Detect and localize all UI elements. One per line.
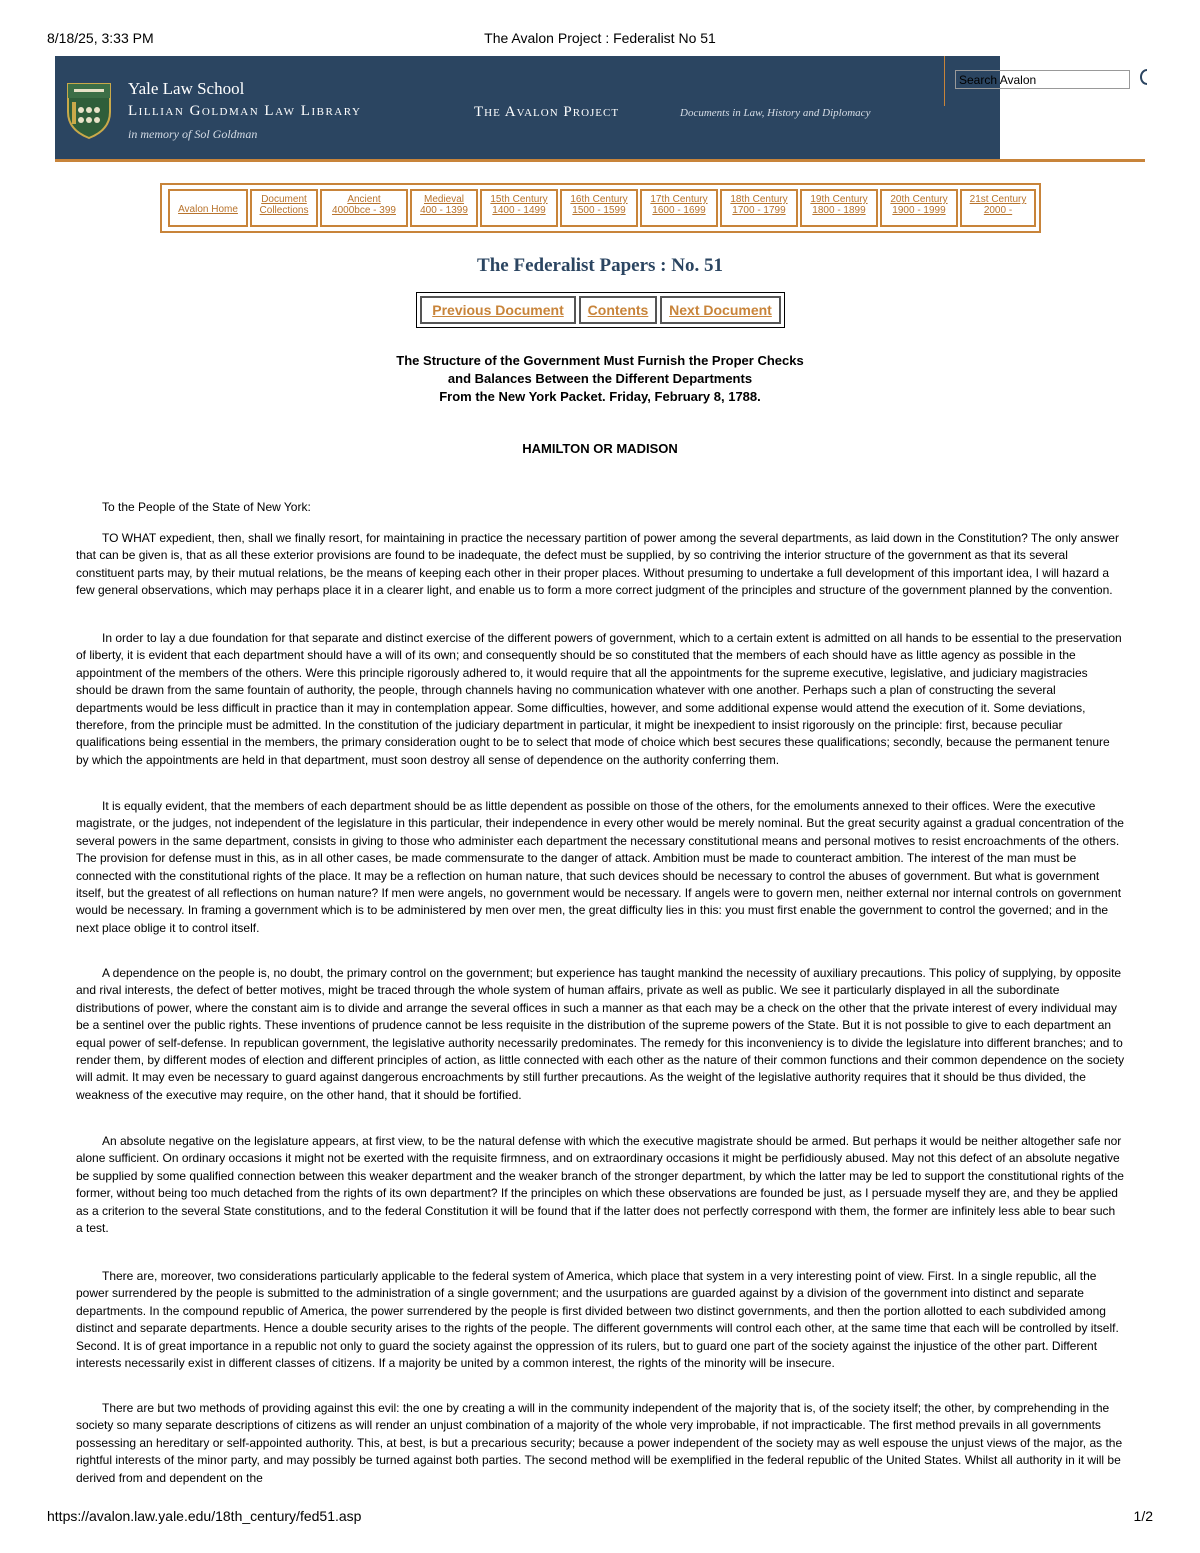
nav-15th-century[interactable]: 15th Century 1400 - 1499 xyxy=(480,189,558,227)
subtitle-line-1: The Structure of the Government Must Furnish the Proper Checks xyxy=(396,353,804,368)
banner-rule xyxy=(55,159,1145,162)
paragraph-4: A dependence on the people is, no doubt, the primary control on the government; but experience has taught mankind the necessity of auxiliary precautions. This policy of supplying, by opposite and rival interests, the defect of better motives, might be traced through the whole system of human affairs, private as well as public. We see it particularly displayed in all the subordinate distributions of power, where the constant aim is to divide and arrange the several offices in such a manner as that each may be a check on the other that the private interest of every individual may be a sentinel over the public rights. These inventions of prudence cannot be less requisite in the distribution of the supreme powers of the State. But it is not possible to give to each department an equal power of self-defense. In republican government, the legislative authority necessarily predominates. The remedy for this inconveniency is to divide the legislature into different branches; and to render them, by different modes of election and different principles of action, as little connected with each other as the nature of their common functions and their common dependence on the society will admit. It may even be necessary to guard against dangerous encroachments by still further precautions. As the weight of the legislative authority requires that it should be thus divided, the weakness of the executive may require, on the other hand, that it should be fortified. xyxy=(76,966,1125,1102)
search-divider xyxy=(944,56,945,106)
print-footer xyxy=(47,1508,1153,1526)
nav-20th-century[interactable]: 20th Century 1900 - 1999 xyxy=(880,189,958,227)
school-name: Yale Law School xyxy=(128,79,245,98)
nav-avalon-home[interactable]: Avalon Home xyxy=(168,189,248,227)
print-url: https://avalon.law.yale.edu/18th_century/fed51.asp xyxy=(47,1508,362,1524)
yale-shield-icon xyxy=(66,82,112,140)
author: HAMILTON OR MADISON xyxy=(522,441,678,456)
nav-19th-century[interactable]: 19th Century 1800 - 1899 xyxy=(800,189,878,227)
subtitle-line-3: From the New York Packet. Friday, February 8, 1788. xyxy=(439,389,761,404)
library-name: Lillian Goldman Law Library xyxy=(128,103,362,119)
subtitle-line-2: and Balances Between the Different Departments xyxy=(447,371,753,386)
nav-17th-century[interactable]: 17th Century 1600 - 1699 xyxy=(640,189,718,227)
paragraph-3: It is equally evident, that the members of each department should be as little dependent as possible on those of the others, for the emoluments annexed to their offices. Were the executive magistrate, or the judges, not independent of the legislature in this particular, their independence in every other would be merely nominal. But the great security against a gradual concentration of the several powers in the same department, consists in giving to those who administer each department the necessary constitutional means and personal motives to resist encroachments of the others. The provision for defense must in this, as in all other cases, be made commensurate to the danger of attack. Ambition must be made to counteract ambition. The interest of the man must be connected with the constitutional rights of the place. It may be a reflection on human nature, that such devices should be necessary to control the abuses of government. But what is government itself, but the greatest of all reflections on human nature? If men were angels, no government would be necessary. If angels were to govern men, neither external nor internal controls on government would be necessary. In framing a government which is to be administered by men over men, the great difficulty lies in this: you must first enable the government to control the governed; and in the next place oblige it to control itself. xyxy=(76,799,1124,935)
nav-16th-century[interactable]: 16th Century 1500 - 1599 xyxy=(560,189,638,227)
paragraph-7: There are but two methods of providing against this evil: the one by creating a will in the community independent of the majority that is, of the society itself; the other, by comprehending in the society so many separate descriptions of citizens as will render an unjust combination of a majority of the whole very improbable, if not impracticable. The first method prevails in all governments possessing an hereditary or self-appointed authority. This, at best, is but a precarious security; because a power independent of the society may as well espouse the unjust views of the major, as the rightful interests of the minor party, and may possibly be turned against both parties. The second method will be exemplified in the federal republic of the United States. Whilst all authority in it will be derived from and dependent on the xyxy=(76,1401,1123,1485)
document-navigation xyxy=(416,292,785,328)
paragraph-2: In order to lay a due foundation for that separate and distinct exercise of the different powers of government, which to a certain extent is admitted on all hands to be essential to the preservation of liberty, it is evident that each department should have a will of its own; and consequently should be so constituted that the members of each should have as little agency as possible in the appointment of the members of the others. Were this principle rigorously adhered to, it would require that all the appointments for the supreme executive, legislative, and judiciary magistracies should be drawn from the same fountain of authority, the people, through channels having no communication whatever with one another. Perhaps such a plan of constructing the several departments would be less difficult in practice than it may in contemplation appear. Some difficulties, however, and some additional expense would attend the execution of it. Some deviations, therefore, from the principle must be admitted. In the constitution of the judiciary department in particular, it might be inexpedient to insist rigorously on the principle: first, because peculiar qualifications being essential in the members, the primary consideration ought to be to select that mode of choice which best secures these qualifications; secondly, because the permanent tenure by which the appointments are held in that department, must soon destroy all sense of dependence on the authority conferring them. xyxy=(76,631,1122,767)
project-name[interactable]: The Avalon Project xyxy=(474,104,620,120)
print-title: The Avalon Project : Federalist No 51 xyxy=(484,30,716,46)
paragraph-6: There are, moreover, two considerations particularly applicable to the federal system of America, which place that system in a very interesting point of view. First. In a single republic, all the power surrendered by the people is submitted to the administration of a single government; and the usurpations are guarded against by a division of the government into distinct and separate departments. In the compound republic of America, the power surrendered by the people is first divided between two distinct governments, and then the portion allotted to each subdivided among distinct and separate departments. Hence a double security arises to the rights of the people. The different governments will control each other, at the same time that each will be controlled by itself. Second. It is of great importance in a republic not only to guard the society against the oppression of its rulers, but to guard one part of the society against the injustice of the other part. Different interests necessarily exist in different classes of citizens. If a majority be united by a common interest, the rights of the minority will be insecure. xyxy=(76,1269,1119,1371)
era-navigation xyxy=(160,183,1041,233)
salutation: To the People of the State of New York: xyxy=(102,500,311,514)
print-date: 8/18/25, 3:33 PM xyxy=(47,30,154,46)
next-document-link[interactable]: Next Document xyxy=(660,296,781,324)
paragraph-5: An absolute negative on the legislature appears, at first view, to be the natural defense with which the executive magistrate should be armed. But perhaps it would be neither altogether safe nor alone sufficient. On ordinary occasions it might not be exerted with the requisite firmness, and on extraordinary occasions it might be perfidiously abused. May not this defect of an absolute negative be supplied by some qualified connection between this weaker department and the weaker branch of the stronger department, by which the latter may be led to support the constitutional rights of the former, without being too much detached from the rights of its own department? If the principles on which these observations are founded be just, as I persuade myself they are, and they be applied as a criterion to the several State constitutions, and to the federal Constitution it will be found that if the latter does not perfectly correspond with them, the former are infinitely less able to bear such a test. xyxy=(76,1134,1124,1236)
memorial-line: in memory of Sol Goldman xyxy=(128,127,258,141)
contents-link[interactable]: Contents xyxy=(579,296,657,324)
nav-document-collections[interactable]: Document Collections xyxy=(250,189,318,227)
nav-ancient[interactable]: Ancient 4000bce - 399 xyxy=(320,189,408,227)
nav-18th-century[interactable]: 18th Century 1700 - 1799 xyxy=(720,189,798,227)
paragraph-1: TO WHAT expedient, then, shall we finally resort, for maintaining in practice the necessary partition of power among the several departments, as laid down in the Constitution? The only answer that can be given is, that as all these exterior provisions are found to be inadequate, the defect must be supplied, by so contriving the interior structure of the government as that its several constituent parts may, by their mutual relations, be the means of keeping each other in their proper places. Without presuming to undertake a full development of this important idea, I will hazard a few general observations, which may perhaps place it in a clearer light, and enable us to form a more correct judgment of the principles and structure of the government planned by the convention. xyxy=(76,531,1119,598)
page-title: The Federalist Papers : No. 51 xyxy=(477,255,723,276)
project-subtitle: Documents in Law, History and Diplomacy xyxy=(680,107,871,119)
search-icon[interactable] xyxy=(1137,68,1151,86)
search-input[interactable]: Search Avalon xyxy=(955,70,1130,89)
nav-21st-century[interactable]: 21st Century 2000 - xyxy=(960,189,1036,227)
previous-document-link[interactable]: Previous Document xyxy=(420,296,576,324)
nav-medieval[interactable]: Medieval 400 - 1399 xyxy=(410,189,478,227)
page-number: 1/2 xyxy=(1133,1508,1153,1524)
print-header xyxy=(47,30,1153,48)
